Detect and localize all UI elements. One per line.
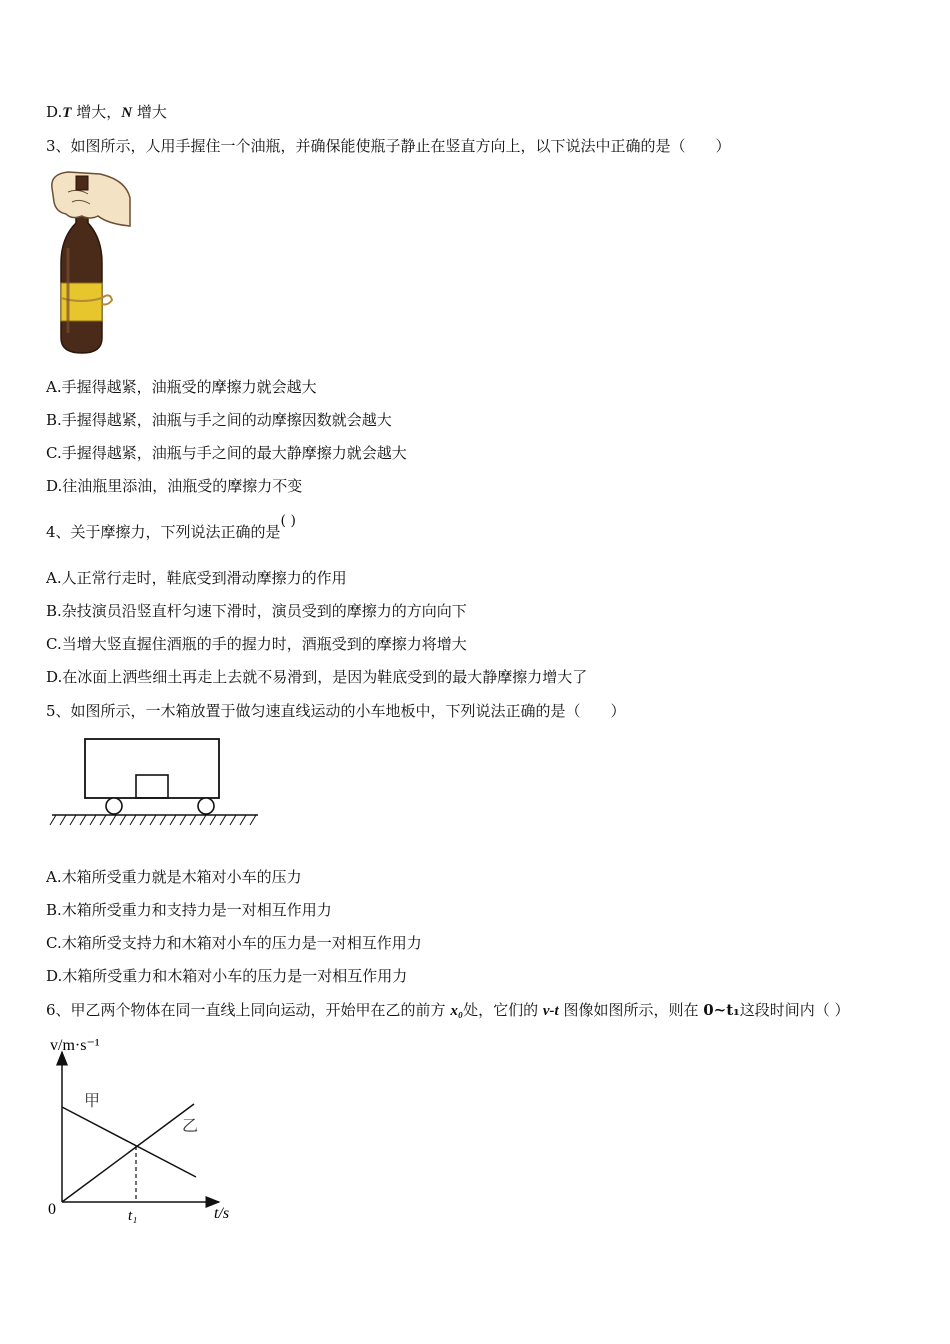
t1-label: t₁	[128, 1208, 138, 1224]
line-yi	[62, 1104, 194, 1202]
q4-option-d: D.在冰面上洒些细土再走上去就不易滑到，是因为鞋底受到的最大静摩擦力增大了	[46, 668, 588, 686]
q3-option-a: A.手握得越紧，油瓶受的摩擦力就会越大	[46, 378, 317, 396]
wooden-box	[136, 775, 168, 798]
q4-option-c: C.当增大竖直握住酒瓶的手的握力时，酒瓶受到的摩擦力将增大	[46, 635, 467, 653]
q5-option-b: B.木箱所受重力和支持力是一对相互作用力	[46, 901, 332, 919]
q5-option-c: C.木箱所受支持力和木箱对小车的压力是一对相互作用力	[46, 934, 422, 952]
option-text: 增大	[132, 103, 167, 121]
q4-stem	[46, 513, 296, 543]
yi-label: 乙	[182, 1116, 199, 1135]
q4-stem-text: 4、关于摩擦力，下列说法正确的是	[46, 523, 281, 541]
q4-answer-paren: ( )	[280, 513, 296, 529]
q5-option-d: D.木箱所受重力和木箱对小车的压力是一对相互作用力	[46, 967, 408, 985]
cart-box-figure	[48, 734, 263, 830]
q4-option-a: A.人正常行走时，鞋底受到滑动摩擦力的作用	[46, 569, 347, 587]
q6-stem-text: 6、甲乙两个物体在同一直线上同向运动，开始甲在乙的前方	[46, 1001, 451, 1019]
q6-stem	[46, 1000, 850, 1021]
jia-label: 甲	[84, 1091, 101, 1110]
q3-stem: 3、如图所示，人用手握住一个油瓶，并确保能使瓶子静止在竖直方向上，以下说法中正确的是（ ）	[46, 137, 731, 155]
cart-wheel-right	[198, 798, 214, 814]
time-range: 0~t₁	[703, 1001, 740, 1019]
variable-vt: v-t	[542, 1003, 559, 1019]
option-text: 增大，	[71, 103, 122, 121]
y-axis-label: v/m·s⁻¹	[50, 1037, 100, 1054]
q6-stem-text: 处，它们的	[463, 1001, 543, 1019]
q2-option-d	[46, 102, 167, 123]
cart-body	[85, 739, 219, 798]
q5-option-a: A.木箱所受重力就是木箱对小车的压力	[46, 868, 302, 886]
q5-stem: 5、如图所示，一木箱放置于做匀速直线运动的小车地板中，下列说法正确的是（ ）	[46, 702, 626, 720]
variable-t: T	[62, 105, 72, 121]
vt-graph-figure	[44, 1030, 244, 1230]
cart-wheel-left	[106, 798, 122, 814]
q3-option-b: B.手握得越紧，油瓶与手之间的动摩擦因数就会越大	[46, 411, 392, 429]
q6-stem-text: 这段时间内（ ）	[739, 1001, 850, 1019]
option-prefix: D.	[46, 103, 63, 121]
q3-option-c: C.手握得越紧，油瓶与手之间的最大静摩擦力就会越大	[46, 444, 407, 462]
x-axis-label: t/s	[214, 1205, 230, 1222]
q3-option-d: D.往油瓶里添油，油瓶受的摩擦力不变	[46, 477, 303, 495]
q6-stem-text: 图像如图所示，则在	[558, 1001, 704, 1019]
origin-label: 0	[48, 1201, 56, 1218]
oil-bottle-figure	[48, 168, 138, 358]
variable-n: N	[121, 105, 133, 121]
q4-option-b: B.杂技演员沿竖直杆匀速下滑时，演员受到的摩擦力的方向向下	[46, 602, 467, 620]
variable-x0: x₀	[450, 1003, 464, 1019]
